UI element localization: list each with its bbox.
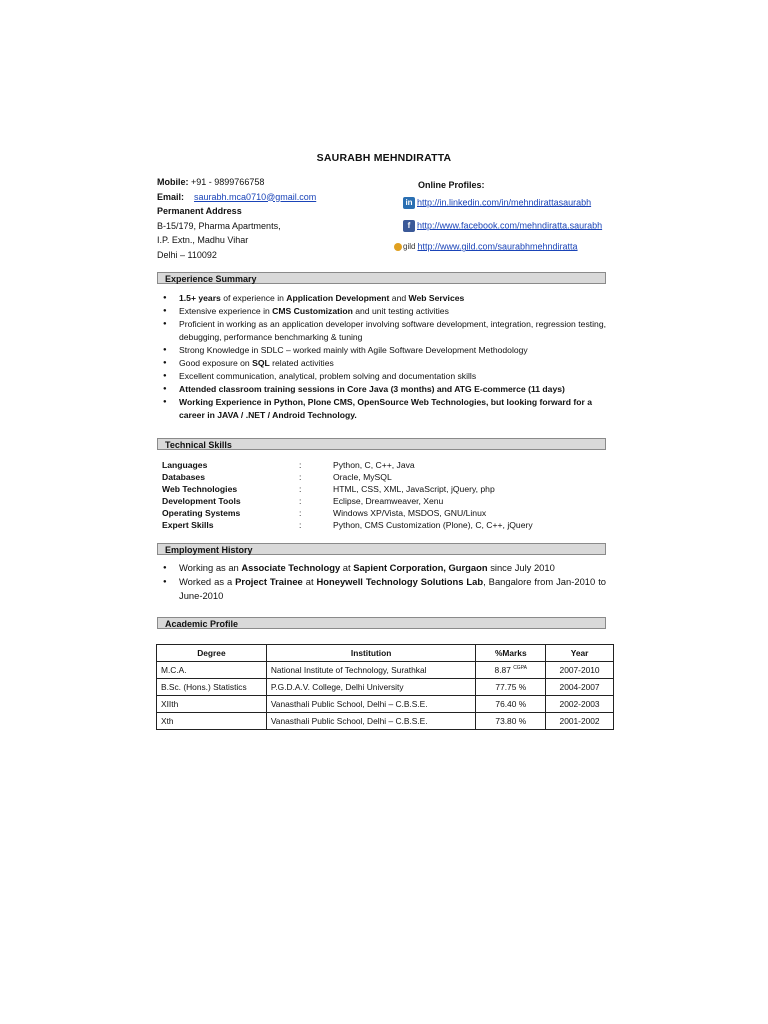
profile-row-facebook [403,220,602,232]
column-header: %Marks [476,645,546,662]
list-item: ● Worked as a Project Trainee at Honeywell Technology Solutions Lab, Bangalore from Jan-2010 to June-2010 [163,575,606,603]
candidate-name: SAURABH MEHNDIRATTA [316,152,452,164]
profile-row-linkedin [403,197,591,209]
column-header: Institution [266,645,476,662]
contact-block [157,175,316,262]
section-header-experience: Experience Summary [157,272,606,284]
list-item: ● Working as an Associate Technology at Sapient Corporation, Gurgaon since July 2010 [163,561,606,575]
online-profiles-heading: Online Profiles: [418,180,485,190]
linkedin-icon: in [403,197,415,209]
facebook-icon: f [403,220,415,232]
experience-list [163,292,606,422]
section-header-academic: Academic Profile [157,617,606,629]
profile-row-gild [394,241,578,253]
list-item: ● Working Experience in Python, Plone CMS, OpenSource Web Technologies, but looking forward for a career in JAVA / .NET / Android Technology. [163,396,606,422]
table-row: B.Sc. (Hons.) Statistics P.G.D.A.V. College, Delhi University 77.75 % 2004-2007 [157,679,614,696]
address-line: I.P. Extn., Madhu Vihar [157,235,249,245]
list-item: ● Attended classroom training sessions in Core Java (3 months) and ATG E-commerce (11 days) [163,383,606,396]
list-item: ● Good exposure on SQL related activities [163,357,606,370]
address-line: Delhi – 110092 [157,249,217,260]
gild-icon: gild [403,242,416,251]
gild-link[interactable]: http://www.gild.com/saurabhmehndiratta [417,241,578,252]
resume-page: SAURABH MEHNDIRATTA Mobile: +91 - 9899766758 Email: saurabh.mca0710@gmail.com Permanent Address B-15/179, Pharma Apartments, I.P. Extn., Madhu Vihar Delhi – 110092 Online Profiles: in http://in.linkedin.com/in/mehndirattasaurabh f http://www.facebook.com/mehndiratta.saurabh gild http://www.gild.com/saurabhmehndiratta Experience Summary ● 1.5+ years of experience in Application Development and Web Services ● Extensive experience in CMS Customization and unit testing activities ● Proficient in working as an application developer involving software development, integration, regression testing, debugging, performance benchmarking & tuning ● Strong Knowledge in SDLC – worked mainly with Agile Software Development Methodology ● Good exposure on SQL related activities ● Excellent communication, analytical, problem solving and documentation skills ● Attended classroom training sessions in Core Java (3 months) and ATG E-commerce (11 days) ● Working Experience in Python, Plone CMS, OpenSource Web Technologies, but looking forward for a career in JAVA / .NET / Android Technology. Technical Skills Languages : Python, C, C++, Java Databases : Oracle, MySQL Web Technologies : HTML, CSS, XML, JavaScript, jQuery, php Development Tools : Eclipse, Dreamweaver, Xenu Operating Systems : Windows XP/Vista, MSDOS, GNU/Linux Expert Skills : Python, CMS Customization (Plone), C, C++, jQuery Employment History ● Working as an Associate Technology at Sapient Corporation, Gurgaon since July 2010 ● Worked as a Project Trainee at Honeywell Technology Solutions Lab, Bangalore from Jan-2010 to June-2010 Academic Profile Degree Institution %Marks Year M.C.A. National Institute of Technology, Surathkal 8.87 $^{CGPA}$ 2007-2010 B.Sc. (Hons.) Statistics P.G.D.A.V. College, Delhi University 77.75 % 2004-2007 XIIth Vanasthali Public School, Delhi – C.B.S.E. 76.40 % 2002-2003 Xth Vanasthali Public School, Delhi – C.B.S.E. 73.80 % 2001-2002 [0,0,768,1024]
mobile-label: Mobile: [157,177,189,187]
employment-list [163,561,606,603]
list-item: ● Excellent communication, analytical, problem solving and documentation skills [163,370,606,383]
email-label: Email: [157,191,185,202]
table-row: Xth Vanasthali Public School, Delhi – C.B.S.E. 73.80 % 2001-2002 [157,713,614,730]
list-item: ● Extensive experience in CMS Customization and unit testing activities [163,305,606,318]
section-header-skills: Technical Skills [157,438,606,450]
address-label: Permanent Address [157,206,242,216]
gild-logo-icon [394,243,402,251]
facebook-link[interactable]: http://www.facebook.com/mehndiratta.saurabh [417,220,603,231]
table-header-row [157,645,614,662]
list-item: ● Strong Knowledge in SDLC – worked mainly with Agile Software Development Methodology [163,344,606,357]
column-header: Degree [157,645,267,662]
table-row: XIIth Vanasthali Public School, Delhi – C.B.S.E. 76.40 % 2002-2003 [157,696,614,713]
section-header-employment: Employment History [157,543,606,555]
list-item: ● 1.5+ years of experience in Application Development and Web Services [163,292,606,305]
email-link[interactable]: saurabh.mca0710@gmail.com [194,191,317,202]
academic-table [156,644,614,730]
table-row: M.C.A. National Institute of Technology, Surathkal 8.87 $^{CGPA}$ 2007-2010 [157,662,614,679]
linkedin-link[interactable]: http://in.linkedin.com/in/mehndirattasaurabh [417,197,592,208]
mobile-value: +91 - 9899766758 [191,177,265,187]
list-item: ● Proficient in working as an application developer involving software development, integration, regression testing, debugging, performance benchmarking & tuning [163,318,606,344]
column-header: Year [546,645,614,662]
address-line: B-15/179, Pharma Apartments, [157,220,281,231]
